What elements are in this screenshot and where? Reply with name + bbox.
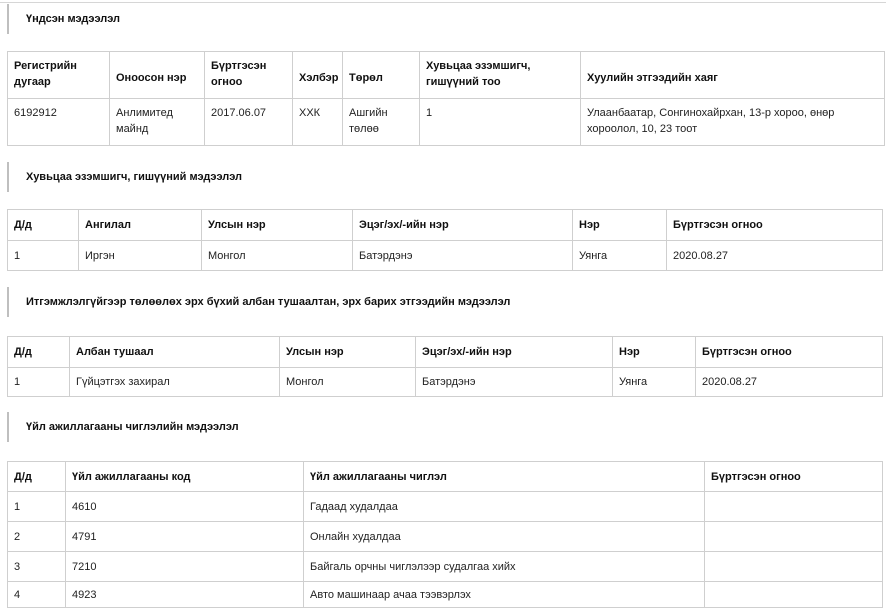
header-cell: Хувьцаа эзэмшигч, гишүүний тоо	[420, 52, 581, 99]
header-cell: Бүртгэсэн огноо	[696, 337, 883, 368]
cell-registered-date: 2020.08.27	[696, 368, 883, 397]
header-cell: Эцэг/эх/-ийн нэр	[416, 337, 613, 368]
header-cell: Хуулийн этгээдийн хаяг	[581, 52, 885, 99]
cell-registered-date	[705, 492, 883, 522]
header-cell: Ангилал	[79, 210, 202, 241]
header-cell: Үйл ажиллагааны чиглэл	[304, 462, 705, 492]
table-header-row	[8, 337, 883, 368]
header-cell: Үйл ажиллагааны код	[66, 462, 304, 492]
header-cell: Бүртгэсэн огноо	[205, 52, 293, 99]
cell-address: Улаанбаатар, Сонгинохайрхан, 13-р хороо, өнөр хороолол, 10, 23 тоот	[581, 99, 885, 146]
header-cell: Бүртгэсэн огноо	[667, 210, 883, 241]
header-cell: Улсын нэр	[280, 337, 416, 368]
cell-index: 1	[8, 241, 79, 271]
section-title-activities: Үйл ажиллагааны чиглэлийн мэдээлэл	[7, 412, 884, 442]
table-header-row	[8, 52, 885, 99]
cell-parent-name: Батэрдэнэ	[416, 368, 613, 397]
table-header-row	[8, 462, 883, 492]
main-info-table	[7, 51, 885, 146]
header-cell: Улсын нэр	[202, 210, 353, 241]
header-cell: Эцэг/эх/-ийн нэр	[353, 210, 573, 241]
cell-type: Ашгийн төлөө	[343, 99, 420, 146]
cell-position: Гүйцэтгэх захирал	[70, 368, 280, 397]
cell-activity-name: Гадаад худалдаа	[304, 492, 705, 522]
table-row	[8, 241, 883, 271]
cell-category: Иргэн	[79, 241, 202, 271]
header-cell: Нэр	[573, 210, 667, 241]
officials-table	[7, 336, 883, 397]
cell-registered-date	[705, 552, 883, 582]
header-cell: Нэр	[613, 337, 696, 368]
shareholders-table	[7, 209, 883, 271]
cell-company-name: Анлимитед майнд	[110, 99, 205, 146]
header-cell: Бүртгэсэн огноо	[705, 462, 883, 492]
header-cell: Д/д	[8, 210, 79, 241]
table-row	[8, 522, 883, 552]
header-cell: Төрөл	[343, 52, 420, 99]
section-title-main: Үндсэн мэдээлэл	[7, 4, 884, 34]
cell-parent-name: Батэрдэнэ	[353, 241, 573, 271]
cell-registered-date: 2017.06.07	[205, 99, 293, 146]
table-row	[8, 582, 883, 608]
cell-activity-code: 4791	[66, 522, 304, 552]
top-divider	[0, 2, 886, 3]
section-title-officials: Итгэмжлэлгүйгээр төлөөлөх эрх бүхий албан тушаалтан, эрх барих этгээдийн мэдээлэл	[7, 287, 884, 317]
cell-activity-code: 4610	[66, 492, 304, 522]
cell-register-number: 6192912	[8, 99, 110, 146]
cell-registered-date	[705, 582, 883, 608]
table-row	[8, 552, 883, 582]
header-cell: Регистрийн дугаар	[8, 52, 110, 99]
cell-activity-name: Авто машинаар ачаа тээвэрлэх	[304, 582, 705, 608]
header-cell: Албан тушаал	[70, 337, 280, 368]
cell-registered-date: 2020.08.27	[667, 241, 883, 271]
cell-registered-date	[705, 522, 883, 552]
cell-activity-code: 7210	[66, 552, 304, 582]
activities-table	[7, 461, 883, 608]
header-cell: Д/д	[8, 462, 66, 492]
table-row	[8, 492, 883, 522]
cell-name: Уянга	[613, 368, 696, 397]
table-header-row	[8, 210, 883, 241]
section-title-shareholders: Хувьцаа эзэмшигч, гишүүний мэдээлэл	[7, 162, 884, 192]
cell-name: Уянга	[573, 241, 667, 271]
header-cell: Хэлбэр	[293, 52, 343, 99]
table-row	[8, 99, 885, 146]
header-cell: Д/д	[8, 337, 70, 368]
cell-country: Монгол	[202, 241, 353, 271]
cell-index: 3	[8, 552, 66, 582]
cell-index: 4	[8, 582, 66, 608]
cell-index: 1	[8, 492, 66, 522]
cell-index: 2	[8, 522, 66, 552]
table-row	[8, 368, 883, 397]
cell-activity-name: Байгаль орчны чиглэлээр судалгаа хийх	[304, 552, 705, 582]
cell-index: 1	[8, 368, 70, 397]
cell-shareholder-count: 1	[420, 99, 581, 146]
cell-form: ХХК	[293, 99, 343, 146]
header-cell: Оноосон нэр	[110, 52, 205, 99]
cell-activity-code: 4923	[66, 582, 304, 608]
cell-activity-name: Онлайн худалдаа	[304, 522, 705, 552]
cell-country: Монгол	[280, 368, 416, 397]
